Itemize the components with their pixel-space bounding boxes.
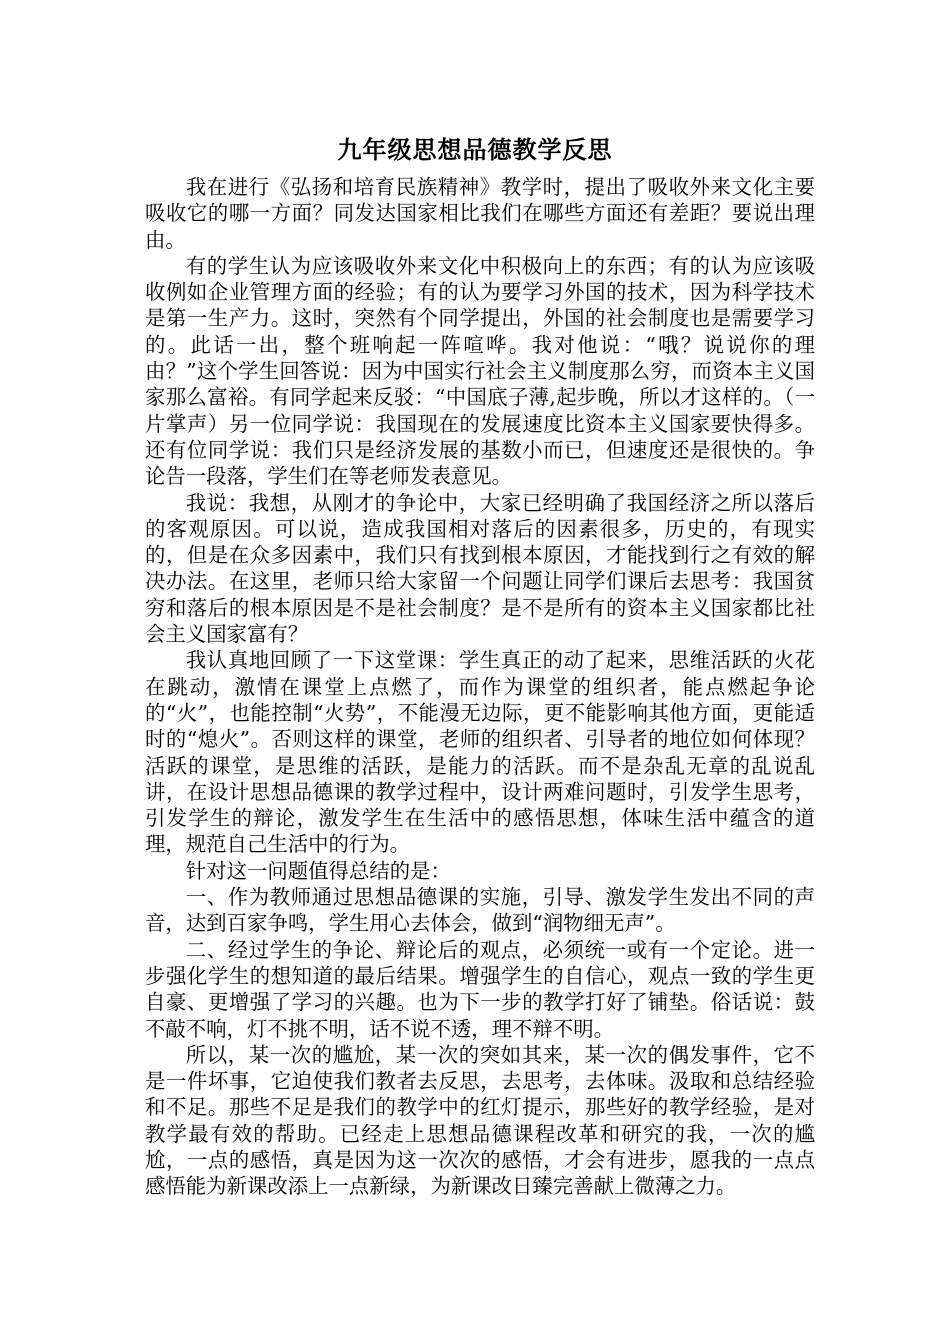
paragraph-point-one: 一、作为教师通过思想品德课的实施，引导、激发学生发出不同的声音，达到百家争鸣，学生用心去体会，做到“润物细无声”。	[145, 885, 815, 936]
paragraph-point-two: 二、经过学生的争论、辩论后的观点，必须统一或有一个定论。进一步强化学生的想知道的最后结果。增强学生的自信心，观点一致的学生更自豪、更增强了学习的兴趣。也为下一步的教学打好了铺垫。俗话说：鼓不敲不响，灯不挑不明，话不说不透，理不辩不明。	[145, 937, 815, 1041]
paragraph-intro: 我在进行《弘扬和培育民族精神》教学时，提出了吸收外来文化主要吸收它的哪一方面？同发达国家相比我们在哪些方面还有差距？要说出理由。	[145, 175, 815, 252]
document-title: 九年级思想品德教学反思	[337, 135, 613, 164]
paragraph-student-debate: 有的学生认为应该吸收外来文化中积极向上的东西；有的认为应该吸收例如企业管理方面的经验；有的认为要学习外国的技术，因为科学技术是第一生产力。这时，突然有个同学提出，外国的社会制度也是需要学习的。此话一出，整个班响起一阵喧哗。我对他说：“哦？说说你的理由？”这个学生回答说：因为中国实行社会主义制度那么穷，而资本主义国家那么富裕。有同学起来反驳：“中国底子薄,起步晚，所以才这样的。（一片掌声）另一位同学说：我国现在的发展速度比资本主义国家要快得多。还有位同学说：我们只是经济发展的基数小而已，但速度还是很快的。争论告一段落，学生们在等老师发表意见。	[145, 253, 815, 489]
paragraph-conclusion: 所以，某一次的尴尬，某一次的突如其来，某一次的偶发事件，它不是一件坏事，它迫使我们教者去反思，去思考，去体味。汲取和总结经验和不足。那些不足是我们的教学中的红灯提示，那些好的教学经验，是对教学最有效的帮助。已经走上思想品德课程改革和研究的我，一次的尴尬，一点的感悟，真是因为这一次次的感悟，才会有进步，愿我的一点点感悟能为新课改添上一点新绿，为新课改日臻完善献上微薄之力。	[145, 1042, 815, 1199]
paragraph-summary-intro: 针对这一问题值得总结的是：	[185, 858, 451, 883]
paragraph-lesson-review: 我认真地回顾了一下这堂课：学生真正的动了起来，思维活跃的火花在跳动，激情在课堂上点燃了，而作为课堂的组织者，能点燃起争论的“火”，也能控制“火势”，不能漫无边际，更不能影响其他方面，更能适时的“熄火”。否则这样的课堂，老师的组织者、引导者的地位如何体现？活跃的课堂，是思维的活跃，是能力的活跃。而不是杂乱无章的乱说乱讲，在设计思想品德课的教学过程中，设计两难问题时，引发学生思考，引发学生的辩论，激发学生在生活中的感悟思想，体味生活中蕴含的道理，规范自己生活中的行为。	[145, 648, 815, 857]
paragraph-teacher-response: 我说：我想，从刚才的争论中，大家已经明确了我国经济之所以落后的客观原因。可以说，造成我国相对落后的因素很多，历史的，有现实的，但是在众多因素中，我们只有找到根本原因，才能找到行之有效的解决办法。在这里，老师只给大家留一个问题让同学们课后去思考：我国贫穷和落后的根本原因是不是社会制度？是不是所有的资本主义国家都比社会主义国家富有？	[145, 490, 815, 647]
document-body	[145, 174, 815, 1200]
